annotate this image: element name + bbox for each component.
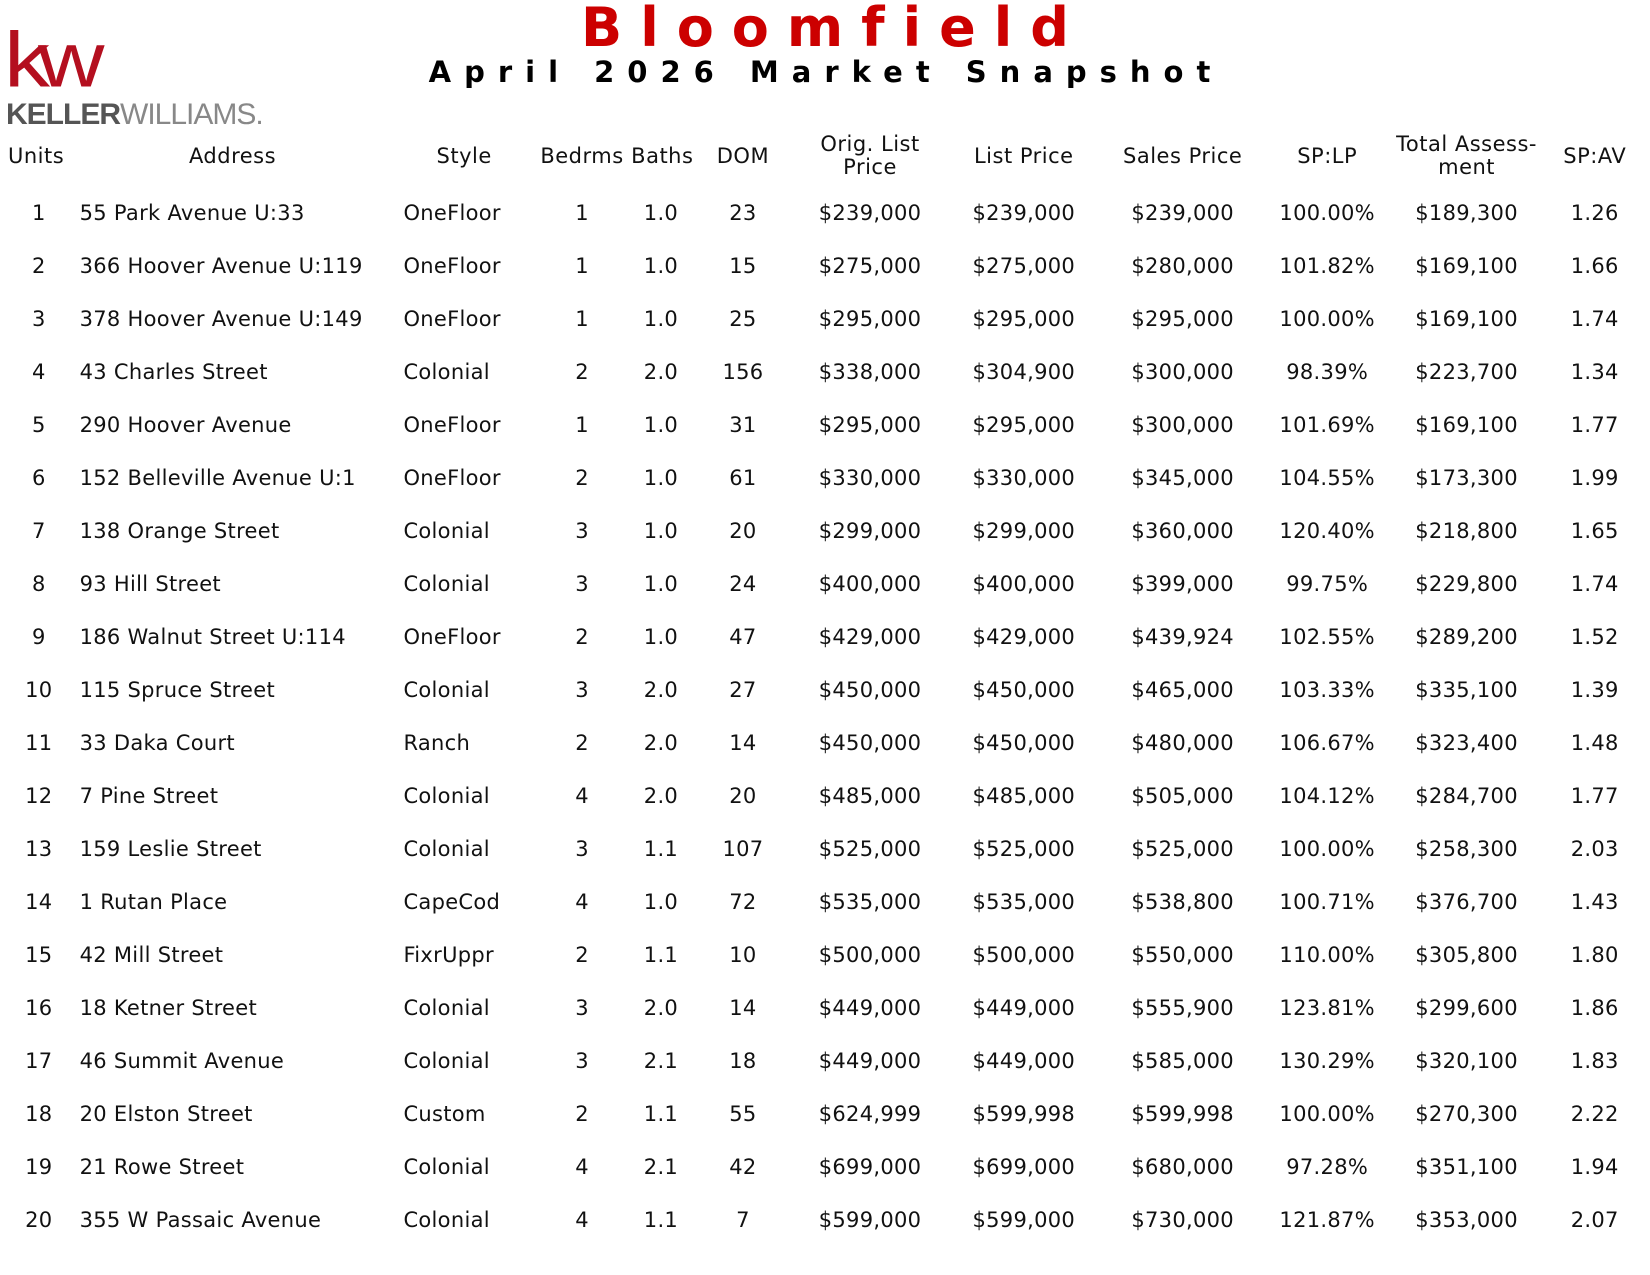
cell-sp-lp: 101.69%	[1279, 412, 1375, 437]
cell-dom: 27	[729, 677, 757, 702]
cell-bedrms: 1	[575, 306, 589, 331]
cell-bedrms: 2	[575, 624, 589, 649]
header-address: Address	[188, 143, 277, 168]
header-units: Units	[8, 143, 65, 168]
cell-dom: 10	[729, 942, 757, 967]
cell-list-price: $699,000	[972, 1154, 1076, 1179]
cell-style: CapeCod	[403, 889, 501, 914]
cell-sp-av: 1.77	[1570, 783, 1619, 808]
cell-orig-list-price: $624,999	[818, 1101, 922, 1126]
cell-style: Colonial	[403, 1048, 490, 1073]
cell-bedrms: 4	[575, 783, 589, 808]
cell-dom: 20	[729, 518, 757, 543]
cell-bedrms: 1	[575, 253, 589, 278]
cell-total-assessment: $305,800	[1415, 942, 1518, 967]
header-dom: DOM	[716, 143, 770, 168]
cell-sales-price: $239,000	[1131, 200, 1234, 225]
cell-address: 46 Summit Avenue	[79, 1048, 285, 1073]
cell-sp-lp: 100.00%	[1279, 200, 1375, 225]
cell-sales-price: $680,000	[1131, 1154, 1234, 1179]
cell-sp-lp: 130.29%	[1279, 1048, 1375, 1073]
cell-sales-price: $555,900	[1131, 995, 1234, 1020]
cell-address: 42 Mill Street	[79, 942, 224, 967]
cell-orig-list-price: $485,000	[818, 783, 922, 808]
table-row	[6, 928, 1646, 981]
cell-baths: 2.0	[643, 677, 679, 702]
header-sp-av: SP:AV	[1563, 143, 1627, 168]
cell-list-price: $400,000	[972, 571, 1076, 596]
cell-style: Custom	[403, 1101, 486, 1126]
cell-baths: 2.0	[643, 730, 679, 755]
cell-sp-lp: 101.82%	[1279, 253, 1375, 278]
cell-units: 19	[25, 1154, 53, 1179]
cell-orig-list-price: $295,000	[818, 412, 922, 437]
cell-units: 9	[31, 624, 46, 649]
table-row	[6, 822, 1646, 875]
cell-bedrms: 3	[575, 571, 589, 596]
cell-address: 21 Rowe Street	[79, 1154, 245, 1179]
cell-sales-price: $525,000	[1131, 836, 1234, 861]
cell-style: OneFloor	[403, 200, 501, 225]
cell-total-assessment: $223,700	[1415, 359, 1518, 384]
cell-units: 2	[31, 253, 46, 278]
cell-address: 33 Daka Court	[79, 730, 235, 755]
cell-units: 12	[25, 783, 53, 808]
cell-total-assessment: $299,600	[1415, 995, 1518, 1020]
cell-total-assessment: $169,100	[1415, 253, 1518, 278]
cell-sp-lp: 104.12%	[1279, 783, 1375, 808]
cell-dom: 14	[729, 730, 757, 755]
cell-sp-lp: 102.55%	[1279, 624, 1375, 649]
cell-bedrms: 3	[575, 995, 589, 1020]
table-row	[6, 610, 1646, 663]
cell-style: Colonial	[403, 995, 490, 1020]
cell-sp-lp: 100.00%	[1279, 836, 1375, 861]
cell-baths: 1.1	[643, 1207, 679, 1232]
cell-sales-price: $550,000	[1131, 942, 1234, 967]
cell-units: 15	[25, 942, 53, 967]
cell-units: 5	[31, 412, 46, 437]
cell-sp-av: 1.86	[1570, 995, 1619, 1020]
cell-units: 4	[31, 359, 46, 384]
table-row	[6, 769, 1646, 822]
cell-style: Colonial	[403, 836, 490, 861]
cell-units: 16	[25, 995, 53, 1020]
cell-bedrms: 2	[575, 465, 589, 490]
cell-total-assessment: $353,000	[1415, 1207, 1518, 1232]
cell-units: 20	[25, 1207, 53, 1232]
cell-sp-lp: 110.00%	[1279, 942, 1375, 967]
cell-baths: 1.0	[643, 306, 679, 331]
cell-units: 1	[31, 200, 46, 225]
cell-total-assessment: $173,300	[1415, 465, 1518, 490]
cell-total-assessment: $218,800	[1415, 518, 1518, 543]
cell-address: 20 Elston Street	[79, 1101, 253, 1126]
table-row	[6, 663, 1646, 716]
cell-dom: 107	[722, 836, 764, 861]
cell-sales-price: $480,000	[1131, 730, 1234, 755]
cell-address: 93 Hill Street	[79, 571, 221, 596]
cell-sales-price: $505,000	[1131, 783, 1234, 808]
header-total-assessment: Total Assess-ment	[1396, 132, 1537, 179]
cell-sp-lp: 98.39%	[1286, 359, 1369, 384]
cell-units: 13	[25, 836, 53, 861]
cell-sp-av: 1.26	[1570, 200, 1619, 225]
table-row	[6, 1034, 1646, 1087]
cell-dom: 55	[729, 1101, 757, 1126]
cell-orig-list-price: $429,000	[818, 624, 922, 649]
cell-sales-price: $399,000	[1131, 571, 1234, 596]
cell-total-assessment: $284,700	[1415, 783, 1518, 808]
cell-sp-lp: 103.33%	[1279, 677, 1375, 702]
cell-baths: 1.0	[643, 465, 679, 490]
cell-baths: 1.0	[643, 518, 679, 543]
cell-total-assessment: $169,100	[1415, 306, 1518, 331]
cell-dom: 47	[729, 624, 757, 649]
cell-sp-av: 1.39	[1570, 677, 1619, 702]
cell-bedrms: 2	[575, 359, 589, 384]
cell-address: 138 Orange Street	[79, 518, 280, 543]
cell-baths: 1.0	[643, 889, 679, 914]
table-row	[6, 981, 1646, 1034]
cell-sp-av: 1.66	[1570, 253, 1619, 278]
cell-units: 6	[31, 465, 46, 490]
cell-sales-price: $599,998	[1131, 1101, 1234, 1126]
cell-orig-list-price: $599,000	[818, 1207, 922, 1232]
cell-units: 11	[25, 730, 53, 755]
cell-list-price: $299,000	[972, 518, 1076, 543]
header-sales-price: Sales Price	[1123, 143, 1243, 168]
cell-sp-av: 1.48	[1570, 730, 1619, 755]
cell-list-price: $599,998	[972, 1101, 1076, 1126]
cell-orig-list-price: $450,000	[818, 730, 922, 755]
table-row	[6, 398, 1646, 451]
cell-units: 17	[25, 1048, 53, 1073]
cell-orig-list-price: $295,000	[818, 306, 922, 331]
cell-orig-list-price: $500,000	[818, 942, 922, 967]
cell-list-price: $535,000	[972, 889, 1076, 914]
cell-list-price: $449,000	[972, 995, 1076, 1020]
cell-style: OneFloor	[403, 624, 501, 649]
cell-bedrms: 4	[575, 1154, 589, 1179]
cell-total-assessment: $258,300	[1415, 836, 1518, 861]
cell-orig-list-price: $338,000	[818, 359, 922, 384]
kw-logo-mark: kw	[4, 16, 93, 104]
cell-style: OneFloor	[403, 412, 501, 437]
cell-style: OneFloor	[403, 253, 501, 278]
cell-baths: 1.0	[643, 412, 679, 437]
cell-total-assessment: $270,300	[1415, 1101, 1518, 1126]
cell-style: OneFloor	[403, 306, 501, 331]
cell-address: 43 Charles Street	[79, 359, 268, 384]
cell-baths: 2.1	[643, 1048, 679, 1073]
cell-sales-price: $280,000	[1131, 253, 1234, 278]
cell-baths: 2.0	[643, 783, 679, 808]
cell-address: 378 Hoover Avenue U:149	[79, 306, 363, 331]
cell-sales-price: $360,000	[1131, 518, 1234, 543]
cell-sales-price: $585,000	[1131, 1048, 1234, 1073]
header-sp-lp: SP:LP	[1297, 143, 1358, 168]
cell-units: 18	[25, 1101, 53, 1126]
cell-sp-lp: 99.75%	[1286, 571, 1369, 596]
cell-sp-av: 1.80	[1570, 942, 1619, 967]
cell-list-price: $295,000	[972, 306, 1076, 331]
cell-dom: 15	[729, 253, 757, 278]
cell-bedrms: 3	[575, 836, 589, 861]
header-style: Style	[436, 143, 492, 168]
table-row	[6, 504, 1646, 557]
cell-orig-list-price: $535,000	[818, 889, 922, 914]
cell-bedrms: 4	[575, 1207, 589, 1232]
table-row	[6, 1193, 1646, 1246]
cell-dom: 18	[729, 1048, 757, 1073]
table-header-row	[6, 126, 1646, 186]
cell-address: 7 Pine Street	[79, 783, 219, 808]
cell-bedrms: 4	[575, 889, 589, 914]
cell-bedrms: 1	[575, 412, 589, 437]
cell-baths: 2.0	[643, 359, 679, 384]
cell-style: Colonial	[403, 359, 490, 384]
cell-list-price: $599,000	[972, 1207, 1076, 1232]
cell-address: 18 Ketner Street	[79, 995, 258, 1020]
cell-baths: 2.0	[643, 995, 679, 1020]
cell-dom: 61	[729, 465, 757, 490]
cell-list-price: $239,000	[972, 200, 1076, 225]
cell-dom: 20	[729, 783, 757, 808]
cell-sales-price: $538,800	[1131, 889, 1234, 914]
cell-list-price: $485,000	[972, 783, 1076, 808]
cell-sp-lp: 104.55%	[1279, 465, 1375, 490]
cell-dom: 7	[736, 1207, 750, 1232]
cell-sales-price: $295,000	[1131, 306, 1234, 331]
cell-list-price: $525,000	[972, 836, 1076, 861]
table-row	[6, 451, 1646, 504]
cell-total-assessment: $323,400	[1415, 730, 1518, 755]
cell-bedrms: 2	[575, 1101, 589, 1126]
cell-total-assessment: $169,100	[1415, 412, 1518, 437]
cell-list-price: $330,000	[972, 465, 1076, 490]
cell-sp-lp: 100.00%	[1279, 1101, 1375, 1126]
cell-orig-list-price: $400,000	[818, 571, 922, 596]
cell-sp-av: 1.94	[1570, 1154, 1619, 1179]
cell-orig-list-price: $525,000	[818, 836, 922, 861]
cell-style: Colonial	[403, 783, 490, 808]
cell-list-price: $295,000	[972, 412, 1076, 437]
cell-sp-lp: 100.71%	[1279, 889, 1375, 914]
cell-baths: 1.1	[643, 1101, 679, 1126]
cell-list-price: $450,000	[972, 730, 1076, 755]
header-orig-list-price: Orig. List Price	[820, 132, 920, 179]
cell-address: 186 Walnut Street U:114	[79, 624, 346, 649]
table-row	[6, 345, 1646, 398]
cell-sales-price: $465,000	[1131, 677, 1234, 702]
cell-address: 115 Spruce Street	[79, 677, 276, 702]
cell-total-assessment: $335,100	[1415, 677, 1518, 702]
cell-units: 3	[31, 306, 46, 331]
cell-units: 14	[25, 889, 53, 914]
cell-dom: 72	[729, 889, 757, 914]
cell-orig-list-price: $299,000	[818, 518, 922, 543]
cell-sp-av: 1.74	[1570, 571, 1619, 596]
cell-dom: 25	[729, 306, 757, 331]
cell-address: 55 Park Avenue U:33	[79, 200, 305, 225]
cell-total-assessment: $351,100	[1415, 1154, 1518, 1179]
cell-bedrms: 2	[575, 942, 589, 967]
cell-units: 10	[25, 677, 53, 702]
cell-sp-av: 2.22	[1570, 1101, 1619, 1126]
cell-bedrms: 3	[575, 518, 589, 543]
logo-wordmark: KELLERWILLIAMS.	[6, 98, 263, 131]
cell-dom: 24	[729, 571, 757, 596]
cell-sp-av: 1.65	[1570, 518, 1619, 543]
cell-total-assessment: $320,100	[1415, 1048, 1518, 1073]
cell-bedrms: 2	[575, 730, 589, 755]
cell-units: 7	[31, 518, 46, 543]
cell-sp-av: 1.99	[1570, 465, 1619, 490]
cell-sp-av: 1.34	[1570, 359, 1619, 384]
cell-baths: 1.1	[643, 836, 679, 861]
cell-bedrms: 3	[575, 1048, 589, 1073]
cell-bedrms: 1	[575, 200, 589, 225]
cell-total-assessment: $189,300	[1415, 200, 1518, 225]
table-row	[6, 1140, 1646, 1193]
market-snapshot-table	[6, 126, 1646, 1246]
cell-orig-list-price: $275,000	[818, 253, 922, 278]
cell-total-assessment: $229,800	[1415, 571, 1518, 596]
cell-dom: 156	[722, 359, 764, 384]
cell-list-price: $450,000	[972, 677, 1076, 702]
cell-bedrms: 3	[575, 677, 589, 702]
cell-sales-price: $730,000	[1131, 1207, 1234, 1232]
cell-address: 290 Hoover Avenue	[79, 412, 292, 437]
cell-sales-price: $300,000	[1131, 359, 1234, 384]
cell-style: Colonial	[403, 1154, 490, 1179]
cell-address: 159 Leslie Street	[79, 836, 262, 861]
cell-sp-lp: 100.00%	[1279, 306, 1375, 331]
cell-address: 152 Belleville Avenue U:1	[79, 465, 356, 490]
cell-sp-lp: 123.81%	[1279, 995, 1375, 1020]
page-title: Bloomfield	[581, 0, 1087, 59]
cell-style: OneFloor	[403, 465, 501, 490]
cell-baths: 1.0	[643, 253, 679, 278]
table-body	[6, 186, 1646, 1246]
table-row	[6, 875, 1646, 928]
cell-sales-price: $439,924	[1131, 624, 1234, 649]
cell-dom: 14	[729, 995, 757, 1020]
header-baths: Baths	[631, 143, 694, 168]
cell-address: 1 Rutan Place	[79, 889, 228, 914]
cell-sp-av: 1.74	[1570, 306, 1619, 331]
table-row	[6, 1087, 1646, 1140]
cell-units: 8	[31, 571, 46, 596]
cell-orig-list-price: $449,000	[818, 1048, 922, 1073]
cell-orig-list-price: $449,000	[818, 995, 922, 1020]
table-row	[6, 716, 1646, 769]
cell-total-assessment: $289,200	[1415, 624, 1518, 649]
cell-baths: 1.0	[643, 200, 679, 225]
cell-sp-av: 1.77	[1570, 412, 1619, 437]
cell-style: Ranch	[403, 730, 471, 755]
cell-orig-list-price: $239,000	[818, 200, 922, 225]
cell-list-price: $449,000	[972, 1048, 1076, 1073]
cell-sp-av: 1.83	[1570, 1048, 1619, 1073]
cell-sp-lp: 121.87%	[1279, 1207, 1375, 1232]
table-row	[6, 292, 1646, 345]
cell-style: Colonial	[403, 677, 490, 702]
cell-baths: 1.0	[643, 571, 679, 596]
cell-list-price: $304,900	[972, 359, 1076, 384]
cell-sp-lp: 120.40%	[1279, 518, 1375, 543]
table-row	[6, 239, 1646, 292]
table-row	[6, 557, 1646, 610]
cell-orig-list-price: $330,000	[818, 465, 922, 490]
page-subtitle: April 2026 Market Snapshot	[428, 55, 1224, 89]
cell-sp-av: 1.43	[1570, 889, 1619, 914]
cell-list-price: $429,000	[972, 624, 1076, 649]
cell-address: 366 Hoover Avenue U:119	[79, 253, 363, 278]
cell-style: Colonial	[403, 571, 490, 596]
cell-baths: 2.1	[643, 1154, 679, 1179]
cell-style: Colonial	[403, 1207, 490, 1232]
cell-style: FixrUppr	[403, 942, 494, 967]
cell-list-price: $500,000	[972, 942, 1076, 967]
cell-dom: 23	[729, 200, 757, 225]
cell-sp-av: 2.03	[1570, 836, 1619, 861]
header-bedrms: Bedrms	[540, 143, 624, 168]
cell-sales-price: $345,000	[1131, 465, 1234, 490]
cell-style: Colonial	[403, 518, 490, 543]
cell-list-price: $275,000	[972, 253, 1076, 278]
cell-baths: 1.1	[643, 942, 679, 967]
cell-sales-price: $300,000	[1131, 412, 1234, 437]
cell-orig-list-price: $450,000	[818, 677, 922, 702]
cell-sp-lp: 97.28%	[1286, 1154, 1369, 1179]
cell-sp-lp: 106.67%	[1279, 730, 1375, 755]
table-row	[6, 186, 1646, 239]
cell-dom: 31	[729, 412, 757, 437]
header-list-price: List Price	[973, 143, 1074, 168]
cell-address: 355 W Passaic Avenue	[79, 1207, 322, 1232]
cell-dom: 42	[729, 1154, 757, 1179]
cell-sp-av: 2.07	[1570, 1207, 1619, 1232]
cell-sp-av: 1.52	[1570, 624, 1619, 649]
cell-total-assessment: $376,700	[1415, 889, 1518, 914]
cell-baths: 1.0	[643, 624, 679, 649]
cell-orig-list-price: $699,000	[818, 1154, 922, 1179]
